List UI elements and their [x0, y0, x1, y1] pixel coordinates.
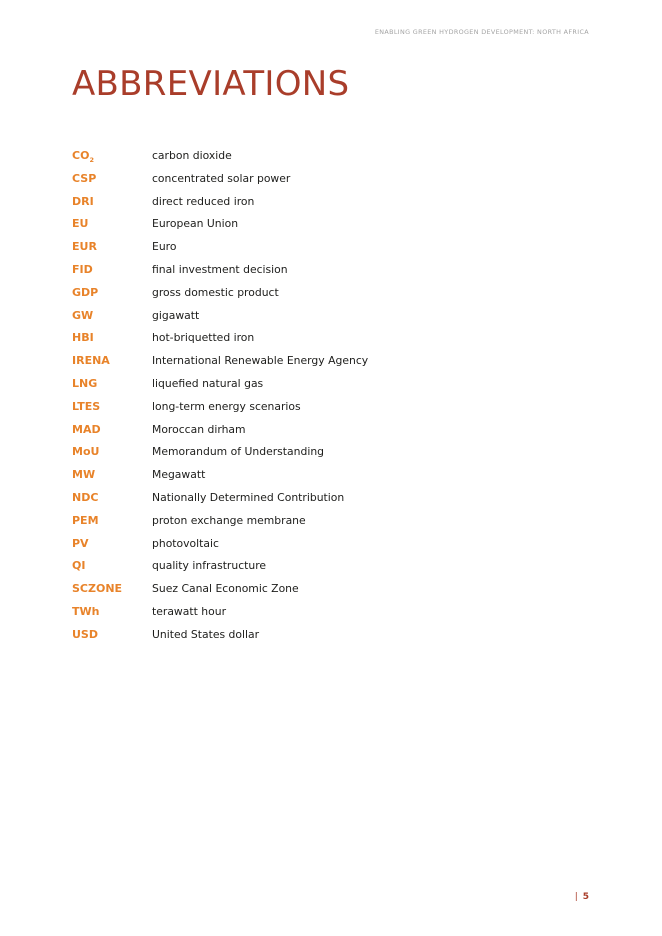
abbreviation-term-text: TWh — [72, 604, 100, 618]
abbreviation-row — [72, 628, 392, 651]
abbreviation-row — [72, 582, 392, 605]
abbreviation-row — [72, 354, 392, 377]
abbreviation-row — [72, 559, 392, 582]
abbreviation-row — [72, 331, 392, 354]
abbreviation-term-text: QI — [72, 559, 86, 573]
abbreviation-definition: Suez Canal Economic Zone — [152, 582, 299, 596]
abbreviation-row — [72, 537, 392, 560]
abbreviation-row — [72, 468, 392, 491]
abbreviation-term — [72, 491, 152, 504]
abbreviation-term-subscript: 2 — [89, 156, 94, 164]
abbreviation-term — [72, 537, 152, 550]
abbreviation-definition: proton exchange membrane — [152, 513, 306, 527]
abbreviation-definition: quality infrastructure — [152, 559, 267, 573]
abbreviation-term — [72, 172, 152, 185]
abbreviation-definition: European Union — [152, 217, 239, 231]
abbreviation-row — [72, 491, 392, 514]
abbreviation-row — [72, 400, 392, 423]
abbreviation-term — [72, 149, 152, 162]
abbreviation-definition: Megawatt — [152, 468, 206, 482]
abbreviation-term-text: DRI — [72, 194, 94, 208]
abbreviation-term-text: GW — [72, 308, 94, 322]
abbreviation-term-text: PEM — [72, 513, 99, 527]
abbreviation-row — [72, 445, 392, 468]
abbreviation-term-text: CSP — [72, 171, 97, 185]
abbreviation-term-text: SCZONE — [72, 582, 123, 596]
abbreviation-definition: final investment decision — [152, 262, 288, 276]
abbreviation-term-text: EUR — [72, 240, 97, 254]
page-title: ABBREVIATIONS — [72, 64, 350, 104]
abbreviation-term-text: IRENA — [72, 354, 110, 368]
abbreviation-definition: carbon dioxide — [152, 149, 232, 162]
abbreviation-row — [72, 263, 392, 286]
abbreviation-definition: International Renewable Energy Agency — [152, 354, 369, 368]
abbreviation-term-text: HBI — [72, 331, 94, 345]
abbreviations-list — [72, 149, 392, 651]
abbreviation-definition: Moroccan dirham — [152, 422, 246, 436]
abbreviation-term — [72, 582, 152, 595]
abbreviation-row — [72, 172, 392, 195]
abbreviation-term — [72, 514, 152, 527]
abbreviation-term — [72, 331, 152, 344]
abbreviation-term — [72, 354, 152, 367]
abbreviation-definition: concentrated solar power — [152, 171, 291, 185]
abbreviation-term-text: MW — [72, 468, 96, 482]
abbreviation-term-text: GDP — [72, 285, 99, 299]
abbreviation-term-text: FID — [72, 262, 93, 276]
abbreviation-row — [72, 377, 392, 400]
abbreviation-definition: United States dollar — [152, 627, 260, 641]
abbreviation-definition: Euro — [152, 240, 177, 254]
abbreviation-definition: hot-briquetted iron — [152, 331, 255, 345]
abbreviation-term — [72, 559, 152, 572]
abbreviation-term-text: MAD — [72, 422, 101, 436]
abbreviation-term — [72, 195, 152, 208]
abbreviation-term — [72, 445, 152, 458]
abbreviation-term — [72, 628, 152, 641]
abbreviation-term-text: CO — [72, 149, 90, 162]
abbreviation-row — [72, 286, 392, 309]
abbreviation-term — [72, 377, 152, 390]
abbreviation-definition: liquefied natural gas — [152, 376, 264, 390]
page-footer — [575, 892, 589, 902]
abbreviation-term — [72, 605, 152, 618]
abbreviation-term — [72, 423, 152, 436]
abbreviation-row — [72, 217, 392, 240]
abbreviation-term — [72, 468, 152, 481]
abbreviation-definition: Nationally Determined Contribution — [152, 490, 345, 504]
abbreviation-definition: Memorandum of Understanding — [152, 445, 325, 459]
abbreviation-term-text: USD — [72, 627, 98, 641]
abbreviation-term-text: NDC — [72, 490, 99, 504]
abbreviation-row — [72, 605, 392, 628]
abbreviation-term — [72, 240, 152, 253]
abbreviation-definition: gigawatt — [152, 308, 200, 322]
abbreviation-row — [72, 195, 392, 218]
abbreviation-definition: photovoltaic — [152, 536, 219, 550]
abbreviation-term — [72, 309, 152, 322]
abbreviation-term-text: EU — [72, 217, 89, 231]
abbreviation-term-text: LNG — [72, 376, 98, 390]
abbreviation-row — [72, 149, 392, 172]
abbreviation-definition: long-term energy scenarios — [152, 399, 301, 413]
abbreviation-row — [72, 514, 392, 537]
abbreviation-term — [72, 217, 152, 230]
abbreviation-definition: direct reduced iron — [152, 194, 255, 208]
abbreviation-term-text: PV — [72, 536, 89, 550]
abbreviation-term-text: MoU — [72, 445, 100, 459]
running-header: ENABLING GREEN HYDROGEN DEVELOPMENT: NORTH AFRICA — [374, 28, 589, 36]
footer-separator: | — [574, 892, 578, 902]
abbreviation-term — [72, 263, 152, 276]
abbreviation-definition: terawatt hour — [152, 604, 227, 618]
abbreviation-term — [72, 400, 152, 413]
abbreviation-definition: gross domestic product — [152, 285, 279, 299]
abbreviation-row — [72, 309, 392, 332]
abbreviation-term — [72, 286, 152, 299]
page-number: 5 — [582, 892, 589, 902]
abbreviation-term-text: LTES — [72, 399, 101, 413]
abbreviation-row — [72, 240, 392, 263]
abbreviation-row — [72, 423, 392, 446]
